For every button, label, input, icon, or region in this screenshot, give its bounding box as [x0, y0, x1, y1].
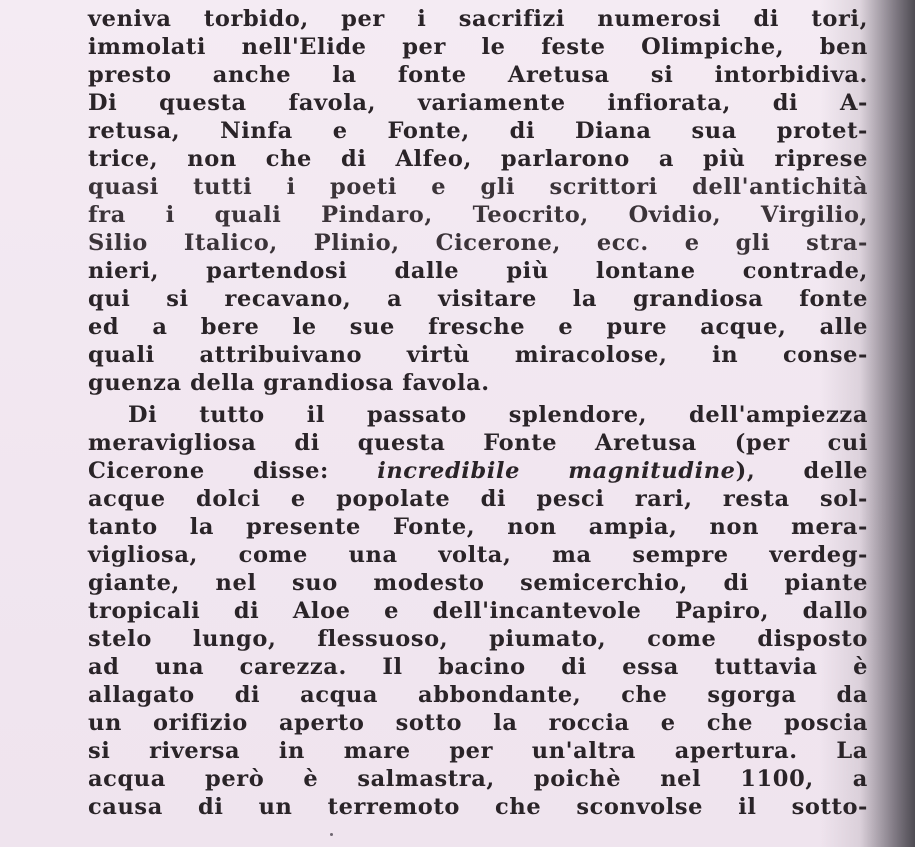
text-line: causa di un terremoto che sconvolse il sotto-: [88, 794, 868, 820]
text-line: quali attribuivano virtù miracolose, in conse-: [88, 342, 868, 368]
text-line: fra i quali Pindaro, Teocrito, Ovidio, Virgilio,: [88, 202, 868, 228]
text-line: presto anche la fonte Aretusa si intorbidiva.: [88, 62, 868, 88]
text-line: guenza della grandiosa favola.: [88, 370, 490, 396]
text-line: un orifizio aperto sotto la roccia e che poscia: [88, 710, 868, 736]
text-line: retusa, Ninfa e Fonte, di Diana sua protet-: [88, 118, 868, 144]
text-line: ad una carezza. Il bacino di essa tuttavia è: [88, 654, 868, 680]
text-line: quasi tutti i poeti e gli scrittori dell'antichità: [88, 174, 868, 200]
text-line: vigliosa, come una volta, ma sempre verdeg-: [88, 542, 868, 568]
text-line: [88, 456, 868, 486]
text-line: qui si recavano, a visitare la grandiosa fonte: [88, 286, 868, 312]
text-line: tanto la presente Fonte, non ampia, non mera-: [88, 514, 868, 540]
text-line: immolati nell'Elide per le feste Olimpiche, ben: [88, 34, 868, 60]
text-line: Di tutto il passato splendore, dell'ampiezza: [128, 402, 868, 428]
text-line: allagato di acqua abbondante, che sgorga da: [88, 682, 868, 708]
text-line: tropicali di Aloe e dell'incantevole Papiro, dallo: [88, 598, 868, 624]
text-line: stelo lungo, flessuoso, piumato, come disposto: [88, 626, 868, 652]
text-line: meravigliosa di questa Fonte Aretusa (per cui: [88, 430, 868, 456]
text-line: nieri, partendosi dalle più lontane contrade,: [88, 258, 868, 284]
print-speck: [330, 833, 333, 836]
text-line: trice, non che di Alfeo, parlarono a più riprese: [88, 146, 868, 172]
text-line: veniva torbido, per i sacrifizi numerosi di tori,: [88, 6, 868, 32]
text-line: acqua però è salmastra, poichè nel 1100, a: [88, 766, 868, 792]
italic-quote: incredibile magnitudine: [377, 458, 736, 484]
text-line: acque dolci e popolate di pesci rari, resta sol-: [88, 486, 868, 512]
text-line: Di questa favola, variamente infiorata, di A-: [88, 90, 868, 116]
text-line: Silio Italico, Plinio, Cicerone, ecc. e gli stra-: [88, 230, 868, 256]
text-segment: ), delle: [735, 458, 868, 484]
text-line: si riversa in mare per un'altra apertura. La: [88, 738, 868, 764]
text-line: giante, nel suo modesto semicerchio, di piante: [88, 570, 868, 596]
text-segment: Cicerone disse:: [88, 458, 378, 484]
text-line: ed a bere le sue fresche e pure acque, alle: [88, 314, 868, 340]
